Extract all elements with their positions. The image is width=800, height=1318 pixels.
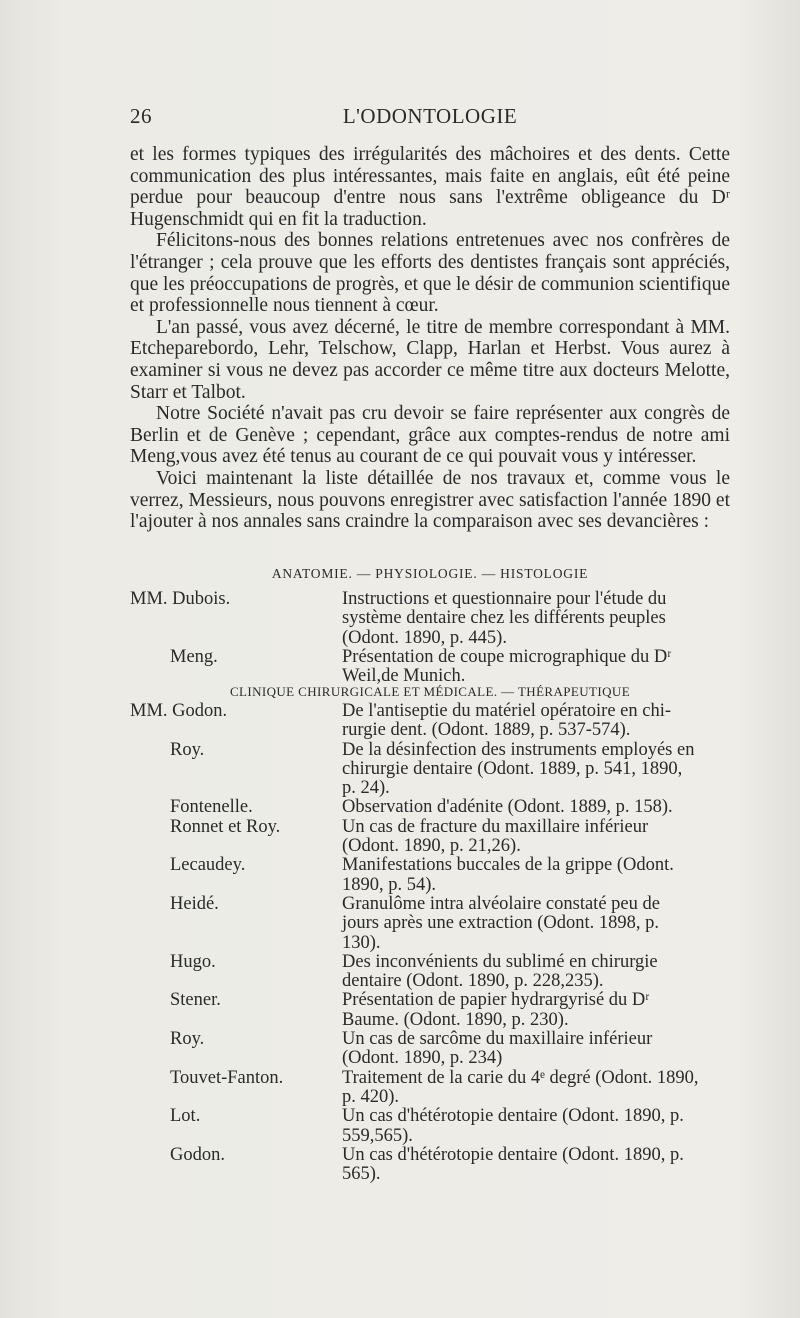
entry-line: p. 24). (342, 778, 390, 799)
list-item (130, 1030, 730, 1069)
entry-description (342, 1030, 730, 1069)
body-text (130, 144, 730, 533)
entry-description (342, 991, 730, 1030)
list-item (130, 741, 730, 799)
entry-line: (Odont. 1890, p. 234) (342, 1048, 503, 1069)
entry-list-anatomie (130, 590, 730, 686)
entry-author: Roy. (170, 1029, 205, 1050)
entry-author: Godon. (170, 1144, 225, 1165)
list-item (130, 1107, 730, 1146)
list-item (130, 648, 730, 687)
entry-author: Stener. (170, 990, 221, 1011)
entry-description (342, 818, 730, 857)
list-item (130, 1069, 730, 1108)
entry-line: Des inconvénients du sublimé en chirurgie (342, 951, 658, 972)
entry-description (342, 1107, 730, 1146)
entry-line: Manifestations buccales de la grippe (Odont. (342, 855, 674, 876)
entry-line: 1890, p. 54). (342, 874, 437, 895)
entry-line: rurgie dent. (Odont. 1889, p. 537-574). (342, 720, 631, 741)
journal-title: L'ODONTOLOGIE (342, 104, 518, 128)
page-number: 26 (130, 104, 152, 128)
entry-line: Présentation de papier hydrargyrisé du Dʳ (342, 990, 650, 1011)
entry-author: Lecaudey. (170, 855, 246, 876)
list-item (130, 991, 730, 1030)
entry-line: système dentaire chez les différents peuples (342, 608, 666, 629)
list-item (130, 856, 730, 895)
list-item (130, 590, 730, 648)
entry-list-clinique (130, 702, 730, 1184)
entry-author: Fontenelle. (170, 797, 253, 818)
entry-line: 559,565). (342, 1125, 413, 1146)
list-item (130, 798, 730, 817)
entry-line: Traitement de la carie du 4ᵉ degré (Odont. 1890, (342, 1067, 699, 1088)
entry-author: MM. Godon. (130, 701, 228, 721)
entry-line: (Odont. 1890, p. 445). (342, 627, 507, 648)
entry-description (342, 702, 730, 741)
entry-line: Granulôme intra alvéolaire constaté peu de (342, 893, 660, 914)
entry-description (342, 895, 730, 953)
entry-author: Lot. (170, 1106, 201, 1127)
entry-line: p. 420). (342, 1086, 400, 1107)
entry-line: Un cas de sarcôme du maxillaire inférieur (342, 1029, 653, 1050)
entry-author: Touvet-Fanton. (170, 1067, 284, 1088)
entry-author: MM. Dubois. (130, 589, 231, 609)
entry-line: 565). (342, 1164, 381, 1185)
list-item (130, 1146, 730, 1185)
entry-line: Un cas d'hétérotopie dentaire (Odont. 1890, p. (342, 1144, 684, 1165)
entry-description (342, 798, 730, 817)
list-item (130, 953, 730, 992)
paragraph: Félicitons-nous des bonnes relations entretenues avec nos confrères de l'étranger ; cela prouve que les efforts des dentistes français sont appréciés, que les préoccupations de progrès, et que le désir de communion scientifique et professionnelle nous tiennent à cœur. (130, 230, 730, 317)
entry-line: (Odont. 1890, p. 21,26). (342, 836, 521, 857)
entry-description (342, 590, 730, 648)
list-item (130, 895, 730, 953)
section-title-anatomie: ANATOMIE. — PHYSIOLOGIE. — HISTOLOGIE (271, 566, 589, 581)
entry-author: Ronnet et Roy. (170, 816, 281, 837)
entry-description (342, 648, 730, 687)
entry-description (342, 741, 730, 799)
list-item (130, 818, 730, 857)
entry-description (342, 856, 730, 895)
entry-line: Weil,de Munich. (342, 666, 466, 687)
entry-line: Un cas d'hétérotopie dentaire (Odont. 1890, p. (342, 1106, 684, 1127)
entry-line: jours après une extraction (Odont. 1898, p. (342, 913, 659, 934)
entry-line: Un cas de fracture du maxillaire inférieur (342, 816, 649, 837)
section-title-clinique: CLINIQUE CHIRURGICALE ET MÉDICALE. — THÉRAPEUTIQUE (229, 684, 631, 699)
entry-author: Heidé. (170, 893, 219, 914)
entry-line: Observation d'adénite (Odont. 1889, p. 158). (342, 797, 673, 818)
entry-line: De l'antiseptie du matériel opératoire en chi- (342, 701, 671, 721)
entry-author: Hugo. (170, 951, 216, 972)
entry-line: dentaire (Odont. 1890, p. 228,235). (342, 971, 604, 992)
entry-line: Présentation de coupe micrographique du Dʳ (342, 646, 672, 667)
running-header (130, 104, 730, 132)
entry-line: Instructions et questionnaire pour l'étude du (342, 589, 667, 609)
entry-description (342, 1069, 730, 1108)
entry-line: De la désinfection des instruments employés en (342, 739, 695, 760)
entry-author: Roy. (170, 739, 205, 760)
paragraph: et les formes typiques des irrégularités des mâchoires et des dents. Cette communication des plus intéressantes, mais faite en anglais, eût été peine perdue pour beaucoup d'entre nous sans l'extrême obligeance du Dʳ Hugenschmidt qui en fit la traduction. (130, 144, 730, 230)
list-item (130, 702, 730, 741)
entry-line: chirurgie dentaire (Odont. 1889, p. 541, 1890, (342, 758, 683, 779)
entry-description (342, 953, 730, 992)
entry-line: 130). (342, 932, 381, 953)
entry-line: Baume. (Odont. 1890, p. 230). (342, 1009, 569, 1030)
paragraph: Notre Société n'avait pas cru devoir se faire représenter aux congrès de Berlin et de Genève ; cependant, grâce aux comptes-rendus de notre ami Meng,vous avez été tenus au courant de ce qui pouvait vous y intéresser. (130, 403, 730, 468)
paragraph: Voici maintenant la liste détaillée de nos travaux et, comme vous le verrez, Messieurs, nous pouvons enregistrer avec satisfaction l'année 1890 et l'ajouter à nos annales sans craindre la comparaison avec ses devancières : (130, 467, 730, 533)
paragraph: L'an passé, vous avez décerné, le titre de membre correspondant à MM. Etcheparebordo, Lehr, Telschow, Clapp, Harlan et Herbst. Vous aurez à examiner si vous ne devez pas accorder ce même titre aux docteurs Melotte, Starr et Talbot. (130, 316, 730, 403)
entry-author: Meng. (170, 646, 218, 667)
entry-description (342, 1146, 730, 1185)
